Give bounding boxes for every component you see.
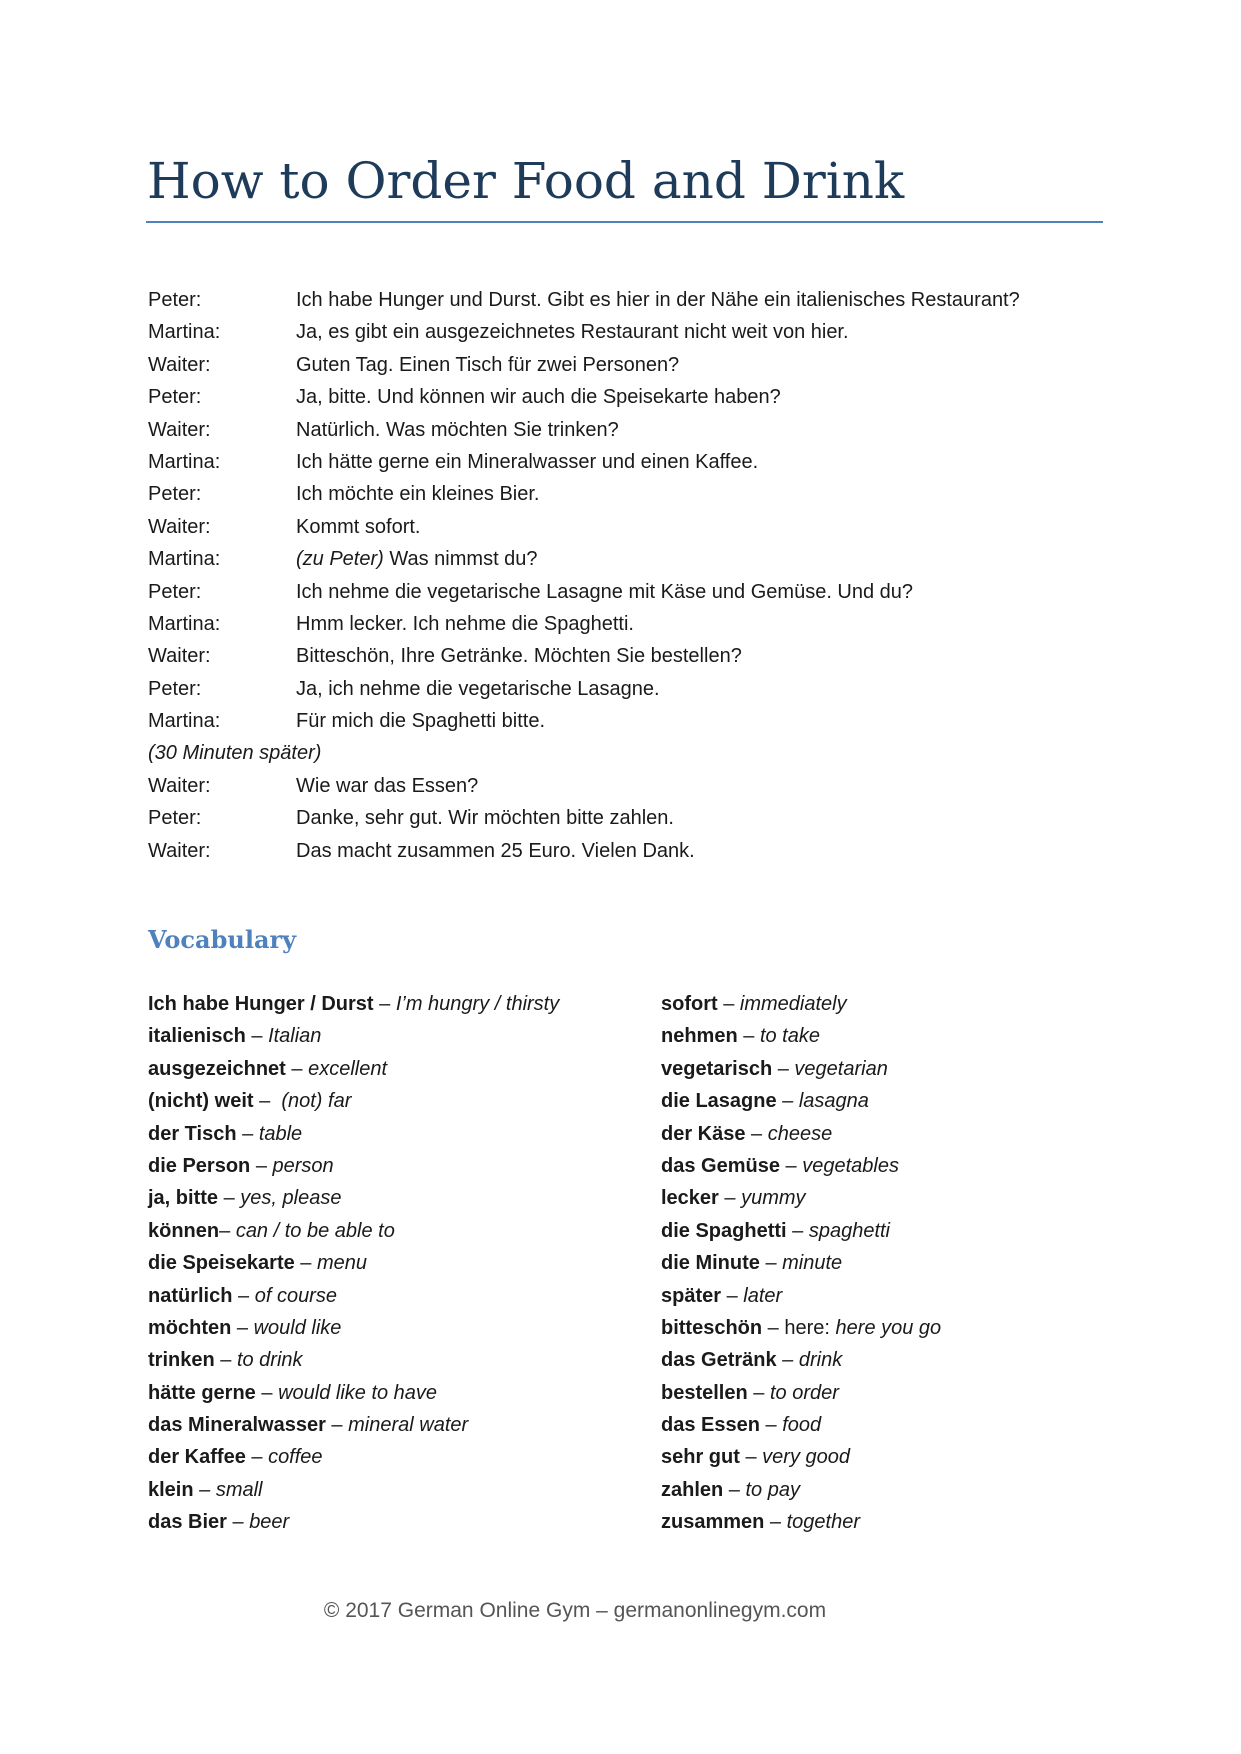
vocab-term: nehmen	[661, 1025, 738, 1048]
speaker-name: Waiter:	[148, 353, 211, 376]
vocab-meaning: to drink	[236, 1349, 303, 1372]
spoken-text: Bitteschön, Ihre Getränke. Möchten Sie bestellen?	[296, 645, 742, 668]
spoken-text: Für mich die Spaghetti bitte.	[296, 710, 546, 733]
line-text	[296, 770, 1108, 802]
vocab-separator: –	[776, 1349, 799, 1372]
vocab-meaning: to pay	[745, 1478, 800, 1501]
line-text	[296, 446, 1108, 478]
vocab-entry	[148, 988, 559, 1020]
vocab-separator: –	[717, 993, 740, 1015]
spoken-text: Ja, bitte. Und können wir auch die Speisekarte haben?	[296, 386, 781, 409]
vocab-entry	[661, 1506, 941, 1538]
vocab-entry	[661, 1280, 941, 1312]
vocab-meaning: would like	[253, 1316, 342, 1339]
vocab-meaning: to order	[769, 1381, 839, 1404]
line-text	[296, 316, 1108, 348]
vocab-entry	[148, 1053, 559, 1085]
vocab-separator: –	[232, 1284, 255, 1307]
vocab-term: italienisch	[148, 1025, 246, 1048]
vocab-separator: –	[245, 1025, 269, 1048]
vocab-term: das Mineralwasser	[148, 1414, 326, 1437]
spoken-text: Das macht zusammen 25 Euro. Vielen Dank.	[296, 839, 695, 862]
vocab-term: sofort	[661, 993, 718, 1015]
vocab-entry	[148, 1182, 559, 1214]
vocab-entry	[661, 1150, 941, 1182]
vocab-meaning: spaghetti	[808, 1219, 890, 1242]
vocab-meaning: Italian	[268, 1025, 322, 1048]
stage-direction: (zu Peter)	[296, 548, 384, 571]
vocab-term: das Bier	[148, 1511, 227, 1534]
vocab-separator: –	[776, 1090, 799, 1113]
spoken-text: Kommt sofort.	[296, 515, 421, 538]
vocab-separator: –	[214, 1349, 237, 1372]
vocab-separator: –	[762, 1316, 785, 1339]
vocab-entry	[661, 1085, 941, 1117]
vocab-term: ausgezeichnet	[148, 1057, 286, 1080]
vocab-entry	[661, 1215, 941, 1247]
dialogue-line	[148, 414, 1108, 446]
vocab-meaning: cheese	[767, 1122, 833, 1145]
dialogue-line	[148, 446, 1108, 478]
speaker-name: Peter:	[148, 386, 202, 409]
spoken-text: Ja, es gibt ein ausgezeichnetes Restaurant nicht weit von hier.	[296, 321, 849, 344]
vocab-term: lecker	[661, 1187, 719, 1210]
speaker-name: Peter:	[148, 289, 202, 311]
vocab-entry	[661, 1118, 941, 1150]
vocab-term: zahlen	[661, 1478, 724, 1501]
vocab-entry	[148, 1020, 559, 1052]
spoken-text: Ja, ich nehme die vegetarische Lasagne.	[296, 677, 660, 700]
vocab-separator: –	[721, 1284, 744, 1307]
vocab-entry	[148, 1280, 559, 1312]
dialogue-line	[148, 608, 1108, 640]
vocab-term: bitteschön	[661, 1316, 763, 1339]
vocab-term: die Person	[148, 1154, 251, 1177]
vocab-entry	[661, 1409, 941, 1441]
vocab-entry	[148, 1377, 559, 1409]
vocab-term: die Lasagne	[661, 1090, 777, 1113]
vocab-entry	[661, 1053, 941, 1085]
vocab-term: ja, bitte	[148, 1187, 219, 1210]
vocab-entry	[148, 1312, 559, 1344]
vocab-term: bestellen	[661, 1381, 748, 1404]
vocab-separator: –	[253, 1090, 282, 1113]
vocab-meaning: mineral water	[348, 1414, 469, 1437]
line-text	[296, 284, 1108, 316]
vocab-entry	[148, 1085, 559, 1117]
speaker-name: Peter:	[148, 677, 202, 700]
vocab-entry	[148, 1474, 559, 1506]
page-title: How to Order Food and Drink	[147, 152, 905, 210]
vocab-meaning: vegetables	[802, 1154, 899, 1177]
vocab-term: der Kaffee	[148, 1446, 246, 1469]
vocab-entry	[148, 1118, 559, 1150]
speaker-name: Martina:	[148, 548, 221, 571]
vocab-entry	[661, 1020, 941, 1052]
vocab-term: vegetarisch	[661, 1057, 773, 1080]
spoken-text: Was nimmst du?	[383, 548, 538, 571]
vocab-term: zusammen	[661, 1511, 765, 1534]
vocab-separator: –	[325, 1414, 349, 1437]
dialogue-line	[148, 705, 1108, 737]
vocab-meaning: excellent	[308, 1057, 388, 1080]
spoken-text: Hmm lecker. Ich nehme die Spaghetti.	[296, 612, 634, 635]
spoken-text: Ich hätte gerne ein Mineralwasser und einen Kaffee.	[296, 450, 759, 473]
dialogue-line	[148, 478, 1108, 510]
vocab-separator: –	[255, 1381, 279, 1404]
vocab-separator: –	[373, 993, 396, 1015]
vocab-meaning: drink	[798, 1349, 843, 1372]
line-text	[296, 802, 1108, 834]
vocab-meaning: vegetarian	[794, 1057, 888, 1080]
vocab-separator: –	[236, 1122, 259, 1145]
dialogue-line	[148, 640, 1108, 672]
vocab-entry	[661, 1247, 941, 1279]
vocab-meaning: person	[272, 1154, 334, 1177]
speaker-name: Martina:	[148, 321, 221, 344]
spoken-text: Ich habe Hunger und Durst. Gibt es hier in der Nähe ein italienisches Restaurant?	[296, 289, 1020, 311]
speaker-name: Peter:	[148, 807, 202, 830]
line-text	[296, 478, 1108, 510]
vocab-term: Ich habe Hunger / Durst	[148, 993, 374, 1015]
vocabulary-heading: Vocabulary	[148, 925, 297, 954]
dialogue-line	[148, 316, 1108, 348]
line-text	[296, 576, 1108, 608]
vocab-term: später	[661, 1284, 722, 1307]
vocab-term: der Tisch	[148, 1122, 237, 1145]
vocab-term: die Speisekarte	[148, 1252, 295, 1275]
vocab-meaning: would like to have	[278, 1381, 438, 1404]
vocab-meaning: menu	[317, 1252, 368, 1275]
vocab-meaning: minute	[782, 1252, 843, 1275]
line-text	[296, 349, 1108, 381]
vocab-note: here:	[784, 1316, 836, 1339]
vocab-separator: –	[718, 1187, 742, 1210]
vocab-separator: –	[739, 1446, 763, 1469]
vocab-meaning: of course	[254, 1284, 337, 1307]
vocab-meaning: can / to be able to	[235, 1219, 395, 1242]
vocab-separator: –	[226, 1511, 250, 1534]
vocab-meaning: to take	[759, 1025, 820, 1048]
vocab-entry	[148, 1441, 559, 1473]
stage-note: (30 Minuten später)	[148, 742, 322, 765]
vocab-meaning: small	[215, 1478, 263, 1501]
dialogue-line	[148, 349, 1108, 381]
speaker-name: Martina:	[148, 710, 221, 733]
speaker-name: Waiter:	[148, 645, 211, 668]
vocab-entry	[661, 1474, 941, 1506]
vocabulary-list-left	[148, 988, 559, 1539]
vocab-meaning: here you go	[835, 1316, 942, 1339]
vocab-entry	[148, 1344, 559, 1376]
speaker-name: Waiter:	[148, 418, 211, 441]
vocab-meaning: yummy	[741, 1187, 806, 1210]
speaker-name: Waiter:	[148, 839, 211, 862]
vocab-entry	[148, 1247, 559, 1279]
speaker-name: Waiter:	[148, 515, 211, 538]
line-text	[296, 640, 1108, 672]
vocab-meaning: later	[743, 1284, 783, 1307]
dialogue-line	[148, 511, 1108, 543]
dialogue-line	[148, 770, 1108, 802]
dialogue-line	[148, 802, 1108, 834]
vocab-term: klein	[148, 1478, 194, 1501]
vocab-separator: –	[245, 1446, 269, 1469]
vocab-term: natürlich	[148, 1284, 233, 1307]
spoken-text: Danke, sehr gut. Wir möchten bitte zahlen.	[296, 807, 674, 830]
dialogue	[148, 284, 1108, 867]
speaker-name: Martina:	[148, 612, 221, 635]
vocab-term: die Minute	[661, 1252, 760, 1275]
vocab-entry	[661, 1312, 941, 1344]
dialogue-line	[148, 284, 1108, 316]
vocab-separator: –	[764, 1511, 787, 1534]
vocab-meaning: (not) far	[281, 1090, 352, 1113]
dialogue-line	[148, 543, 1108, 575]
line-text	[296, 673, 1108, 705]
vocab-separator: –	[219, 1219, 236, 1242]
vocab-entry	[661, 1182, 941, 1214]
vocab-term: (nicht) weit	[148, 1090, 254, 1113]
vocab-meaning: I’m hungry / thirsty	[395, 993, 560, 1015]
vocab-meaning: food	[782, 1414, 822, 1437]
speaker-name: Peter:	[148, 483, 202, 506]
dialogue-line	[148, 673, 1108, 705]
vocab-entry	[148, 1215, 559, 1247]
vocab-separator: –	[747, 1381, 770, 1404]
vocab-term: die Spaghetti	[661, 1219, 787, 1242]
dialogue-line	[148, 381, 1108, 413]
copyright-footer: © 2017 German Online Gym – germanonlinegym.com	[323, 1599, 827, 1622]
line-text	[296, 608, 1108, 640]
vocab-meaning: table	[258, 1122, 303, 1145]
vocab-entry	[148, 1150, 559, 1182]
spoken-text: Ich möchte ein kleines Bier.	[296, 483, 540, 506]
line-text	[296, 414, 1108, 446]
vocab-term: trinken	[148, 1349, 215, 1372]
vocab-term: das Getränk	[661, 1349, 777, 1372]
vocab-separator: –	[723, 1478, 746, 1501]
vocab-separator: –	[285, 1057, 309, 1080]
vocab-term: sehr gut	[661, 1446, 740, 1469]
line-text	[296, 543, 1108, 575]
vocab-separator: –	[218, 1187, 241, 1210]
vocab-meaning: together	[786, 1511, 861, 1534]
spoken-text: Ich nehme die vegetarische Lasagne mit Käse und Gemüse. Und du?	[296, 580, 914, 603]
line-text	[296, 511, 1108, 543]
line-text	[296, 835, 1108, 867]
vocab-entry	[661, 988, 941, 1020]
line-text	[296, 381, 1108, 413]
speaker-name: Waiter:	[148, 774, 211, 797]
vocab-separator: –	[737, 1025, 760, 1048]
vocab-separator: –	[231, 1316, 254, 1339]
vocab-entry	[148, 1409, 559, 1441]
vocab-entry	[661, 1344, 941, 1376]
vocab-meaning: very good	[762, 1446, 850, 1469]
vocab-separator: –	[779, 1154, 803, 1177]
vocab-term: können	[148, 1219, 220, 1242]
vocab-meaning: yes, please	[240, 1187, 342, 1210]
speaker-name: Martina:	[148, 450, 221, 473]
vocab-meaning: coffee	[268, 1446, 323, 1469]
vocab-term: hätte gerne	[148, 1381, 256, 1404]
vocab-separator: –	[759, 1414, 783, 1437]
vocab-separator: –	[745, 1122, 768, 1145]
vocab-entry	[661, 1441, 941, 1473]
vocabulary-list-right	[661, 988, 941, 1539]
vocab-separator: –	[250, 1154, 273, 1177]
vocab-entry	[148, 1506, 559, 1538]
vocab-term: das Gemüse	[661, 1154, 780, 1177]
title-underline	[146, 221, 1103, 223]
vocab-meaning: beer	[249, 1511, 290, 1534]
vocab-meaning: immediately	[739, 993, 847, 1015]
vocab-meaning: lasagna	[798, 1090, 869, 1113]
vocab-term: das Essen	[661, 1414, 760, 1437]
vocab-separator: –	[193, 1478, 216, 1501]
line-text	[296, 705, 1108, 737]
vocab-separator: –	[759, 1252, 783, 1275]
spoken-text: Natürlich. Was möchten Sie trinken?	[296, 418, 619, 441]
dialogue-line	[148, 835, 1108, 867]
vocab-term: möchten	[148, 1316, 232, 1339]
spoken-text: Guten Tag. Einen Tisch für zwei Personen?	[296, 353, 680, 376]
spoken-text: Wie war das Essen?	[296, 774, 479, 797]
dialogue-line	[148, 576, 1108, 608]
vocab-entry	[661, 1377, 941, 1409]
vocab-separator: –	[294, 1252, 317, 1275]
speaker-name: Peter:	[148, 580, 202, 603]
vocab-separator: –	[786, 1219, 809, 1242]
vocab-term: der Käse	[661, 1122, 746, 1145]
vocab-separator: –	[772, 1057, 795, 1080]
